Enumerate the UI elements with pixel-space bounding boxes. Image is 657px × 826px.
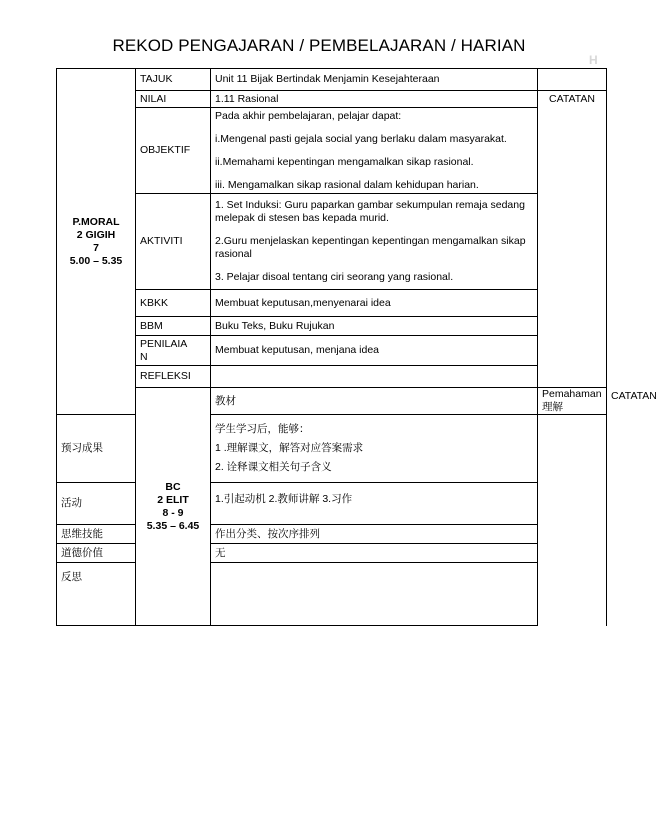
subject-time: 5.35 – 6.45 bbox=[146, 519, 200, 532]
value-nilai: 1.11 Rasional bbox=[211, 91, 538, 108]
row-aktiviti bbox=[57, 194, 607, 290]
value-penilaian: Membuat keputusan, menjana idea bbox=[211, 336, 538, 366]
label-nilai: NILAI bbox=[136, 91, 211, 108]
value-bbm: Buku Teks, Buku Rujukan bbox=[211, 317, 538, 336]
label-tajuk: TAJUK bbox=[136, 69, 211, 91]
subject-time: 5.00 – 5.35 bbox=[69, 254, 123, 267]
row-penilaian bbox=[57, 336, 607, 366]
label-yuxi: 预习成果 bbox=[57, 415, 136, 483]
aktiviti-line: 2.Guru menjelaskan kepentingan kepentingan mengamalkan sikap rasional bbox=[215, 235, 526, 260]
value-huodong: 1.引起动机 2.教师讲解 3.习作 bbox=[211, 483, 538, 525]
value-siwei: 作出分类、按次序排列 bbox=[211, 525, 538, 544]
row-refleksi bbox=[57, 366, 607, 388]
lesson-record-table bbox=[56, 68, 657, 626]
catatan-cell-moral: CATATAN bbox=[538, 91, 607, 388]
objektif-line: i.Mengenal pasti gejala social yang berlaku dalam masyarakat. bbox=[215, 132, 507, 145]
value-daode: 无 bbox=[211, 544, 538, 563]
subject-name: BC bbox=[165, 480, 181, 493]
yuxi-line: 学生学习后，能够： bbox=[215, 423, 310, 435]
subject-class: 2 ELIT bbox=[157, 493, 189, 506]
row-nilai bbox=[57, 91, 607, 108]
row-tajuk bbox=[57, 69, 607, 91]
value-objektif bbox=[211, 108, 538, 194]
subject-cell-bc bbox=[136, 388, 211, 626]
label-penilaian: PENILAIA N bbox=[136, 336, 211, 366]
aktiviti-line: 3. Pelajar disoal tentang ciri seorang yang rasional. bbox=[215, 271, 454, 283]
subject-period: 8 - 9 bbox=[162, 506, 184, 519]
label-refleksi: REFLEKSI bbox=[136, 366, 211, 388]
label-fansi: 反思 bbox=[57, 563, 136, 626]
subject-period: 7 bbox=[93, 241, 99, 254]
label-bbm: BBM bbox=[136, 317, 211, 336]
corner-mark: H bbox=[589, 53, 598, 67]
label-huodong: 活动 bbox=[57, 483, 136, 525]
value-kbkk: Membuat keputusan,menyenarai idea bbox=[211, 290, 538, 317]
value-tajuk: Unit 11 Bijak Bertindak Menjamin Kesejahteraan bbox=[211, 69, 538, 91]
row-objektif bbox=[57, 108, 607, 194]
label-aktiviti: AKTIVITI bbox=[136, 194, 211, 290]
label-kbkk: KBKK bbox=[136, 290, 211, 317]
row-kbkk bbox=[57, 290, 607, 317]
value-refleksi bbox=[211, 366, 538, 388]
label-objektif: OBJEKTIF bbox=[136, 108, 211, 194]
aktiviti-line: 1. Set Induksi: Guru paparkan gambar sekumpulan remaja sedang melepak di stesen bas kepada murid. bbox=[215, 199, 525, 224]
yuxi-line: 2. 诠释课文相关句子含义 bbox=[215, 461, 332, 473]
row-jiaocai: BC 2 ELIT 8 - 9 5.35 – 6.45 教材 Pemahaman 理解 CATATAN bbox=[57, 388, 607, 415]
objektif-line: ii.Memahami kepentingan mengamalkan sikap rasional. bbox=[215, 155, 474, 168]
subject-cell-moral bbox=[57, 69, 136, 415]
row-bbm bbox=[57, 317, 607, 336]
value-yuxi bbox=[211, 415, 538, 483]
value-fansi bbox=[211, 563, 538, 626]
label-daode: 道德价值 bbox=[57, 544, 136, 563]
subject-name: P.MORAL bbox=[72, 215, 120, 228]
value-jiaocai: Pemahaman 理解 bbox=[538, 388, 607, 415]
value-aktiviti bbox=[211, 194, 538, 290]
empty-cell bbox=[538, 69, 607, 91]
yuxi-line: 1 .理解课文，解答对应答案需求 bbox=[215, 442, 364, 454]
objektif-line: Pada akhir pembelajaran, pelajar dapat: bbox=[215, 109, 402, 122]
objektif-line: iii. Mengamalkan sikap rasional dalam kehidupan harian. bbox=[215, 178, 479, 191]
page-title: REKOD PENGAJARAN / PEMBELAJARAN / HARIAN bbox=[112, 36, 526, 55]
label-siwei: 思维技能 bbox=[57, 525, 136, 544]
label-jiaocai: 教材 bbox=[211, 388, 538, 415]
subject-class: 2 GIGIH bbox=[76, 228, 116, 241]
